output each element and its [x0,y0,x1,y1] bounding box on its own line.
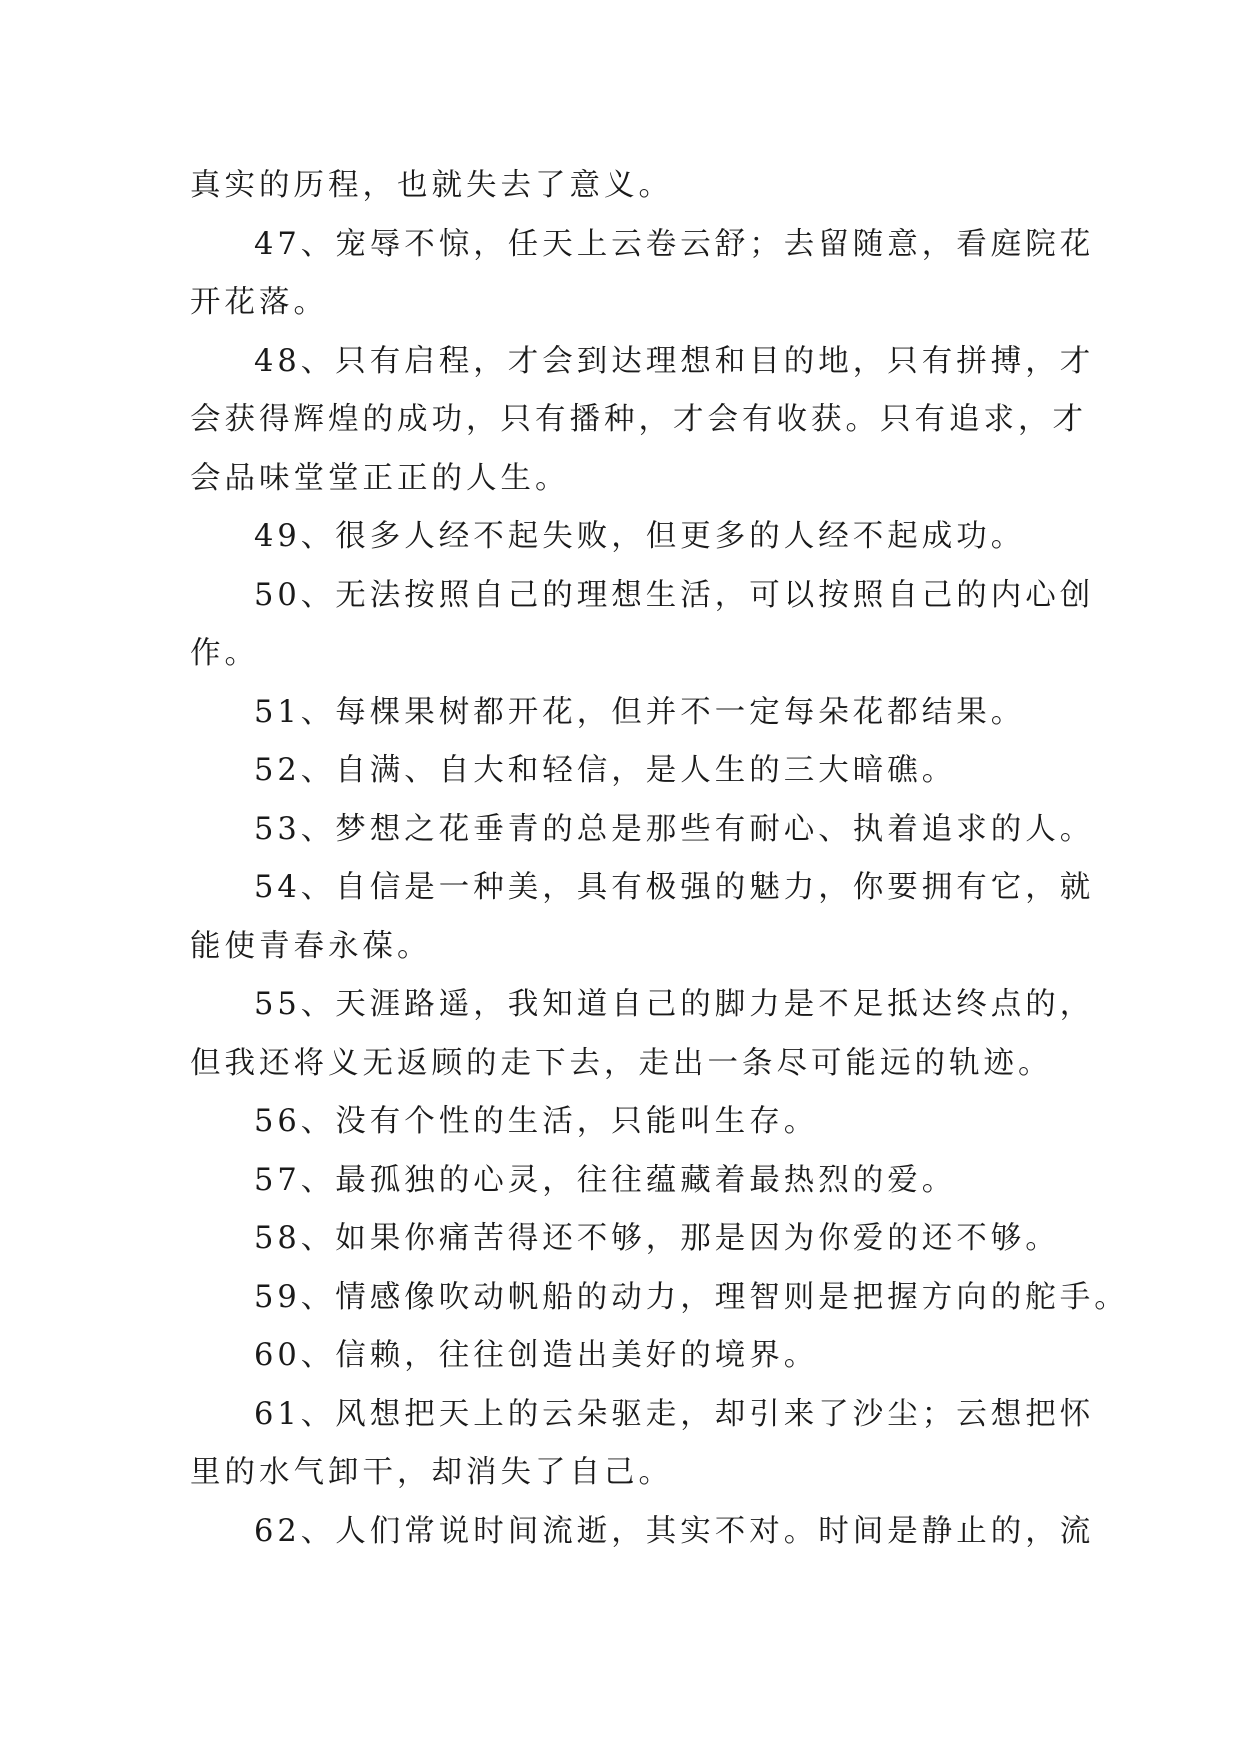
text-line: 59、情感像吹动帆船的动力，理智则是把握方向的舵手。 [254,1279,1129,1315]
text-line: 61、风想把天上的云朵驱走，却引来了沙尘；云想把怀 [254,1396,1095,1432]
text-line: 会获得辉煌的成功，只有播种，才会有收获。只有追求，才 [190,402,1087,437]
text-line: 60、信赖，往往创造出美好的境界。 [254,1338,819,1373]
text-line: 56、没有个性的生活，只能叫生存。 [254,1104,819,1139]
document-body [190,157,1129,1561]
text-line: 47、宠辱不惊，任天上云卷云舒；去留随意，看庭院花 [254,226,1095,262]
text-line: 52、自满、自大和轻信，是人生的三大暗礁。 [254,753,957,788]
text-line: 但我还将义无返顾的走下去，走出一条尽可能远的轨迹。 [190,1045,1053,1081]
text-line: 55、天涯路遥，我知道自己的脚力是不足抵达终点的， [254,987,1095,1022]
text-line: 58、如果你痛苦得还不够，那是因为你爱的还不够。 [254,1221,1060,1256]
text-line: 作。 [190,636,259,671]
text-line: 54、自信是一种美，具有极强的魅力，你要拥有它，就 [254,870,1095,905]
text-line: 开花落。 [190,285,328,320]
text-line: 会品味堂堂正正的人生。 [190,460,570,496]
text-line: 62、人们常说时间流逝，其实不对。时间是静止的，流 [254,1513,1095,1549]
text-line: 50、无法按照自己的理想生活，可以按照自己的内心创 [254,577,1095,613]
text-line: 57、最孤独的心灵，往往蕴藏着最热烈的爱。 [254,1162,957,1198]
text-line: 49、很多人经不起失败，但更多的人经不起成功。 [254,519,1026,554]
text-line: 能使青春永葆。 [190,928,432,964]
text-line: 53、梦想之花垂青的总是那些有耐心、执着追求的人。 [254,811,1095,847]
text-line: 48、只有启程，才会到达理想和目的地，只有拼搏，才 [254,343,1095,379]
text-line: 里的水气卸干，却消失了自己。 [190,1455,673,1490]
text-line: 真实的历程，也就失去了意义。 [190,168,673,203]
text-line: 51、每棵果树都开花，但并不一定每朵花都结果。 [254,694,1026,730]
